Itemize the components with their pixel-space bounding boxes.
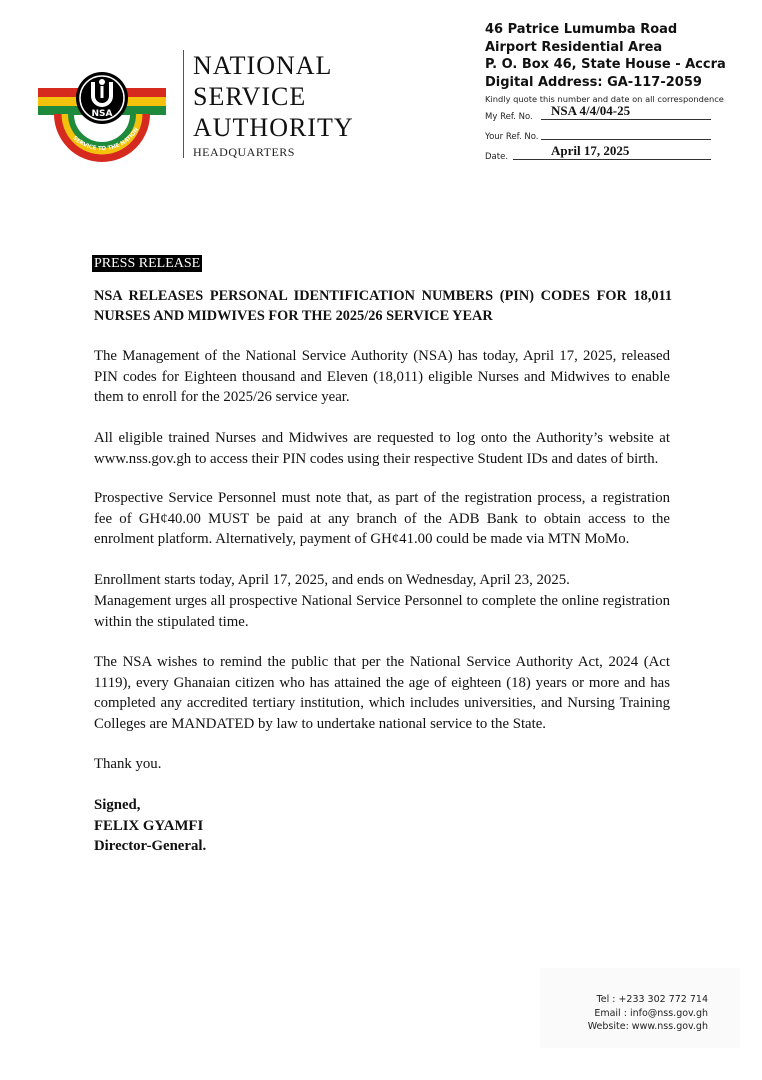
my-ref-underline <box>541 119 711 120</box>
org-line-2: SERVICE <box>193 82 307 111</box>
nsa-logo <box>38 62 166 162</box>
signature-block <box>94 795 206 857</box>
press-release-label: PRESS RELEASE <box>94 256 201 271</box>
quote-note: Kindly quote this number and date on all correspondence <box>485 94 724 104</box>
paragraph-enrollment-dates: Enrollment starts today, April 17, 2025, and ends on Wednesday, April 23, 2025. <box>94 572 570 588</box>
logo-text: NSA <box>91 109 113 119</box>
date-row <box>485 144 755 164</box>
paragraph-management-urges: Management urges all prospective National Service Personnel to complete the online registration within the stipulated time. <box>94 593 670 630</box>
your-ref-underline <box>541 139 711 140</box>
headline: NSA RELEASES PERSONAL IDENTIFICATION NUMBERS (PIN) CODES FOR 18,011 NURSES AND MIDWIVES FOR THE 2025/26 SERVICE YEAR <box>94 288 672 324</box>
footer-tel: Tel : +233 302 772 714 <box>596 994 708 1005</box>
paragraph-pin-release: The Management of the National Service Authority (NSA) has today, April 17, 2025, released PIN codes for Eighteen thousand and Eleven (18,011) eligible Nurses and Midwives to enable them to enroll for the 2025/26 service year. <box>94 348 670 405</box>
address-street: 46 Patrice Lumumba Road <box>485 22 678 37</box>
paragraph-registration-fee: Prospective Service Personnel must note that, as part of the registration process, a registration fee of GH¢40.00 MUST be paid at any branch of the ADB Bank to obtain access to the enrolment platform. Alternatively, payment of GH¢41.00 could be made via MTN MoMo. <box>94 490 670 547</box>
signatory-title: Director-General. <box>94 838 207 854</box>
paragraph-mandate: The NSA wishes to remind the public that per the National Service Authority Act, 2024 (Act 1119), every Ghanaian citizen who has attained the age of eighteen (18) years or more and has completed any accredited tertiary institution, which includes universities, and Nursing Training Colleges are MANDATED by law to undertake national service to the State. <box>94 654 670 732</box>
address-po-box: P. O. Box 46, State House - Accra <box>485 57 726 72</box>
contact-footer <box>588 993 708 1034</box>
your-ref-label: Your Ref. No. <box>485 132 539 142</box>
date-value: April 17, 2025 <box>551 143 630 158</box>
nsa-emblem-icon <box>38 62 166 162</box>
my-ref-row <box>485 104 755 124</box>
org-line-1: NATIONAL <box>193 51 333 80</box>
address-area: Airport Residential Area <box>485 39 663 55</box>
thank-you: Thank you. <box>94 756 162 772</box>
signatory-name: FELIX GYAMFI <box>94 817 204 834</box>
your-ref-row <box>485 124 755 144</box>
my-ref-label: My Ref. No. <box>485 112 533 122</box>
address-block <box>485 21 755 164</box>
date-label: Date. <box>485 152 509 162</box>
logo-ring-text: SERVICE TO THE NATION <box>71 126 141 153</box>
paragraph-website-access: All eligible trained Nurses and Midwives are requested to log onto the Authority’s website at www.nss.gov.gh to access their PIN codes using their respective Student IDs and dates of birth. <box>94 430 670 467</box>
footer-website[interactable]: Website: www.nss.gov.gh <box>587 1021 708 1032</box>
org-line-3: AUTHORITY <box>193 113 354 142</box>
org-headquarters: HEADQUARTERS <box>193 145 295 159</box>
signed-label: Signed, <box>94 797 141 813</box>
organization-name <box>183 50 354 158</box>
address-digital: Digital Address: GA-117-2059 <box>485 74 702 90</box>
date-underline <box>513 159 711 160</box>
footer-email[interactable]: Email : info@nss.gov.gh <box>594 1007 708 1019</box>
my-ref-value: NSA 4/4/04-25 <box>551 103 631 118</box>
